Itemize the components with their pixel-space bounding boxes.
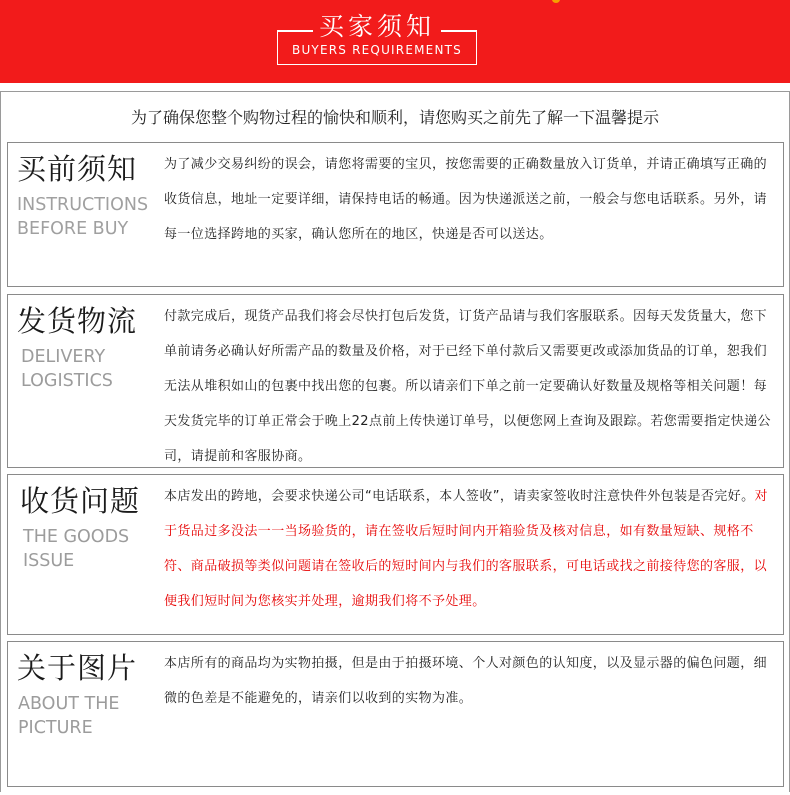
section-title-en-line2: ISSUE xyxy=(23,551,75,571)
banner-title: 买家须知 xyxy=(318,12,435,41)
section-title-en-line2: BEFORE BUY xyxy=(17,219,129,239)
intro-text: 为了确保您整个购物过程的愉快和顺利，请您购买之前先了解一下温馨提示 xyxy=(130,108,659,127)
section-heading xyxy=(20,481,160,573)
section-title-en-line1: THE GOODS xyxy=(23,527,130,547)
section-title-en xyxy=(17,193,157,241)
section-text: 为了减少交易纠纷的误会，请您将需要的宝贝，按您需要的正确数量放入订货单，并请正确填写正确的收货信息，地址一定要详细，请保持电话的畅通。因为快递派送之前，一般会与您电话联系。另外，请每一位选择跨地的买家，确认您所在的地区，快递是否可以送达。 xyxy=(164,157,768,242)
section-title-en xyxy=(18,692,157,740)
section-title-en-line1: ABOUT THE xyxy=(18,694,120,714)
section-title-en xyxy=(23,525,160,573)
section-instructions-before-buy xyxy=(7,142,784,287)
decorative-dot xyxy=(552,0,560,3)
header-banner xyxy=(0,0,790,83)
section-text-normal: 本店发出的跨地，会要求快递公司“电话联系，本人签收”，请卖家签收时注意快件外包装是否完好。 xyxy=(164,489,755,504)
section-goods-issue xyxy=(7,474,784,635)
section-title-en-line2: LOGISTICS xyxy=(21,371,113,391)
section-title: 发货物流 xyxy=(17,304,138,338)
section-title-en xyxy=(21,345,157,393)
section-text xyxy=(164,479,777,619)
section-text-warning: 对于货品过多没法一一当场验货的，请在签收后短时间内开箱验货及核对信息，如有数量短缺、规格不符、商品破损等类似问题请在签收后的短时间内与我们的客服联系，可电话或找之前接待您的客服，以便我们短时间为您核实并处理，逾期我们将不予处理。 xyxy=(164,489,768,609)
section-title: 收货问题 xyxy=(20,484,141,518)
section-title-en-line1: DELIVERY xyxy=(21,347,106,367)
section-heading xyxy=(17,301,157,393)
section-text: 付款完成后，现货产品我们将会尽快打包后发货，订货产品请与我们客服联系。因每天发货量大，您下单前请务必确认好所需产品的数量及价格，对于已经下单付款后又需要更改或添加货品的订单，恕我们无法从堆积如山的包裹中找出您的包裹。所以请亲们下单之前一定要确认好数量及规格等相关问题！每天发货完毕的订单正常会于晚上22点前上传快递订单号，以便您网上查询及跟踪。若您需要指定快递公司，请提前和客服协商。 xyxy=(164,309,771,464)
section-title-en-line2: PICTURE xyxy=(18,718,93,738)
banner-subtitle: BUYERS REQUIREMENTS xyxy=(292,43,462,57)
section-text: 本店所有的商品均为实物拍摄，但是由于拍摄环境、个人对颜色的认知度，以及显示器的偏色问题，细微的色差是不能避免的，请亲们以收到的实物为准。 xyxy=(164,656,768,706)
section-about-picture xyxy=(7,641,784,787)
section-heading xyxy=(17,648,157,740)
section-title: 买前须知 xyxy=(17,152,138,186)
section-delivery-logistics xyxy=(7,294,784,468)
section-title: 关于图片 xyxy=(17,651,138,685)
banner-title-box xyxy=(277,8,477,64)
section-heading xyxy=(17,149,157,241)
section-title-en-line1: INSTRUCTIONS xyxy=(17,195,149,215)
